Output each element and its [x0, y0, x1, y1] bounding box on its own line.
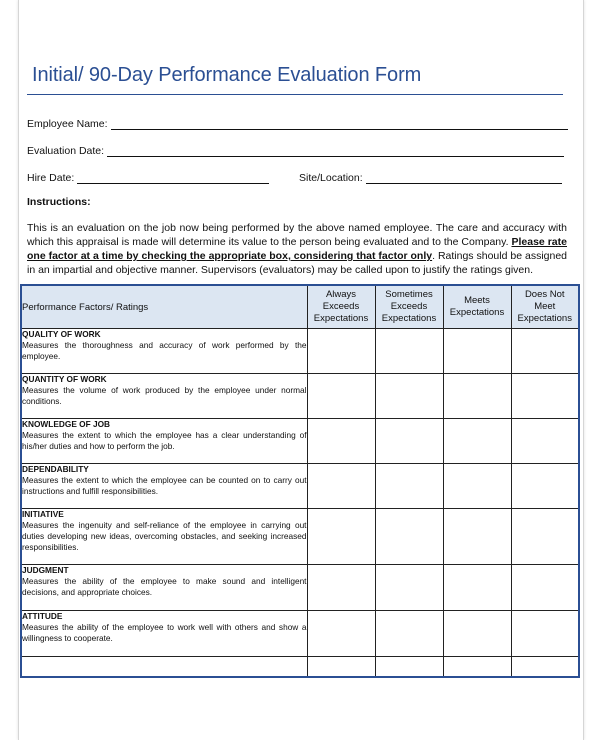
evaluation-table — [20, 284, 580, 678]
instructions-text — [27, 221, 567, 277]
rating-checkbox-sometimes-exceeds[interactable] — [375, 657, 443, 677]
rating-checkbox-always-exceeds[interactable] — [307, 611, 375, 657]
rating-checkbox-always-exceeds[interactable] — [307, 374, 375, 419]
table-header-row — [21, 285, 579, 329]
rating-checkbox-always-exceeds[interactable] — [307, 657, 375, 677]
rating-checkbox-meets[interactable] — [443, 657, 511, 677]
factor-name: KNOWLEDGE OF JOB — [22, 419, 111, 429]
instructions-heading: Instructions: — [27, 196, 91, 208]
header-always-exceeds: Always Exceeds Expectations — [307, 285, 375, 329]
rating-checkbox-meets[interactable] — [443, 329, 511, 374]
factor-cell — [21, 611, 307, 657]
table-row — [21, 374, 579, 419]
factor-description: Measures the ability of the employee to make sound and intelligent decisions, and appropriate choices. — [22, 576, 307, 597]
rating-checkbox-sometimes-exceeds[interactable] — [375, 611, 443, 657]
evaluation-date-row — [27, 145, 564, 157]
table-row — [21, 565, 579, 611]
factor-cell — [21, 565, 307, 611]
rating-checkbox-sometimes-exceeds[interactable] — [375, 509, 443, 565]
rating-checkbox-sometimes-exceeds[interactable] — [375, 464, 443, 509]
site-location-label: Site/Location: — [299, 172, 363, 184]
rating-checkbox-does-not-meet[interactable] — [511, 374, 579, 419]
employee-name-row — [27, 118, 568, 130]
rating-checkbox-sometimes-exceeds[interactable] — [375, 565, 443, 611]
rating-checkbox-does-not-meet[interactable] — [511, 657, 579, 677]
rating-checkbox-does-not-meet[interactable] — [511, 419, 579, 464]
factor-cell-empty — [21, 657, 307, 677]
factor-name: JUDGMENT — [22, 565, 69, 575]
factor-cell — [21, 374, 307, 419]
hire-date-field[interactable] — [77, 173, 269, 184]
rating-checkbox-meets[interactable] — [443, 464, 511, 509]
rating-checkbox-does-not-meet[interactable] — [511, 611, 579, 657]
rating-checkbox-always-exceeds[interactable] — [307, 464, 375, 509]
header-meets: Meets Expectations — [443, 285, 511, 329]
hire-date-row — [27, 172, 269, 184]
hire-date-label: Hire Date: — [27, 172, 75, 184]
factor-name: INITIATIVE — [22, 509, 64, 519]
factor-name: QUANTITY OF WORK — [22, 374, 107, 384]
site-location-row — [299, 172, 562, 184]
employee-name-label: Employee Name: — [27, 118, 108, 130]
rating-checkbox-always-exceeds[interactable] — [307, 419, 375, 464]
form-title: Initial/ 90-Day Performance Evaluation Form — [32, 64, 422, 86]
rating-checkbox-meets[interactable] — [443, 374, 511, 419]
factor-cell — [21, 509, 307, 565]
rating-checkbox-does-not-meet[interactable] — [511, 509, 579, 565]
header-does-not-meet: Does Not Meet Expectations — [511, 285, 579, 329]
instructions-part2: . Ratings should be assigned in an impartial and objective manner. Supervisors (evaluators) may be called upon to justify the ratings given. — [27, 250, 568, 276]
factor-cell — [21, 329, 307, 374]
factor-name: DEPENDABILITY — [22, 464, 89, 474]
rating-checkbox-always-exceeds[interactable] — [307, 509, 375, 565]
rating-checkbox-meets[interactable] — [443, 509, 511, 565]
factor-name: ATTITUDE — [22, 611, 63, 621]
rating-checkbox-sometimes-exceeds[interactable] — [375, 374, 443, 419]
factor-cell — [21, 464, 307, 509]
title-divider — [27, 94, 563, 95]
table-row — [21, 509, 579, 565]
factor-description: Measures the volume of work produced by the employee under normal conditions. — [22, 385, 307, 406]
table-row — [21, 419, 579, 464]
instructions-emphasis: Please rate one factor at a time by checking the appropriate box, considering that factor only — [27, 236, 567, 262]
table-row — [21, 464, 579, 509]
site-location-field[interactable] — [366, 173, 562, 184]
factor-description: Measures the extent to which the employee can be counted on to carry out instructions and fulfill responsibilities. — [22, 475, 307, 496]
rating-checkbox-meets[interactable] — [443, 611, 511, 657]
table-row — [21, 611, 579, 657]
factor-description: Measures the ingenuity and self-reliance of the employee in carrying out duties developing new ideas, overcoming obstacles, and seeking increased responsibilities. — [22, 520, 307, 552]
factor-description: Measures the ability of the employee to work well with others and show a willingness to cooperate. — [22, 622, 307, 643]
rating-checkbox-meets[interactable] — [443, 565, 511, 611]
factor-cell — [21, 419, 307, 464]
header-performance-factors: Performance Factors/ Ratings — [21, 285, 307, 329]
rating-checkbox-sometimes-exceeds[interactable] — [375, 329, 443, 374]
rating-checkbox-always-exceeds[interactable] — [307, 565, 375, 611]
rating-checkbox-always-exceeds[interactable] — [307, 329, 375, 374]
rating-checkbox-meets[interactable] — [443, 419, 511, 464]
table-row — [21, 657, 579, 677]
evaluation-date-field[interactable] — [107, 146, 564, 157]
employee-name-field[interactable] — [111, 119, 568, 130]
factor-name: QUALITY OF WORK — [22, 329, 101, 339]
evaluation-date-label: Evaluation Date: — [27, 145, 105, 157]
table-row — [21, 329, 579, 374]
rating-checkbox-does-not-meet[interactable] — [511, 565, 579, 611]
header-sometimes-exceeds: Sometimes Exceeds Expectations — [375, 285, 443, 329]
factor-description: Measures the thoroughness and accuracy of work performed by the employee. — [22, 340, 307, 361]
rating-checkbox-sometimes-exceeds[interactable] — [375, 419, 443, 464]
rating-checkbox-does-not-meet[interactable] — [511, 464, 579, 509]
rating-checkbox-does-not-meet[interactable] — [511, 329, 579, 374]
factor-description: Measures the extent to which the employee has a clear understanding of his/her duties and how to perform the job. — [22, 430, 307, 451]
instructions-part1: This is an evaluation on the job now being performed by the above named employee. The care and accuracy with which this appraisal is made will determine its value to the person being evaluated and to the Company. — [27, 222, 567, 248]
